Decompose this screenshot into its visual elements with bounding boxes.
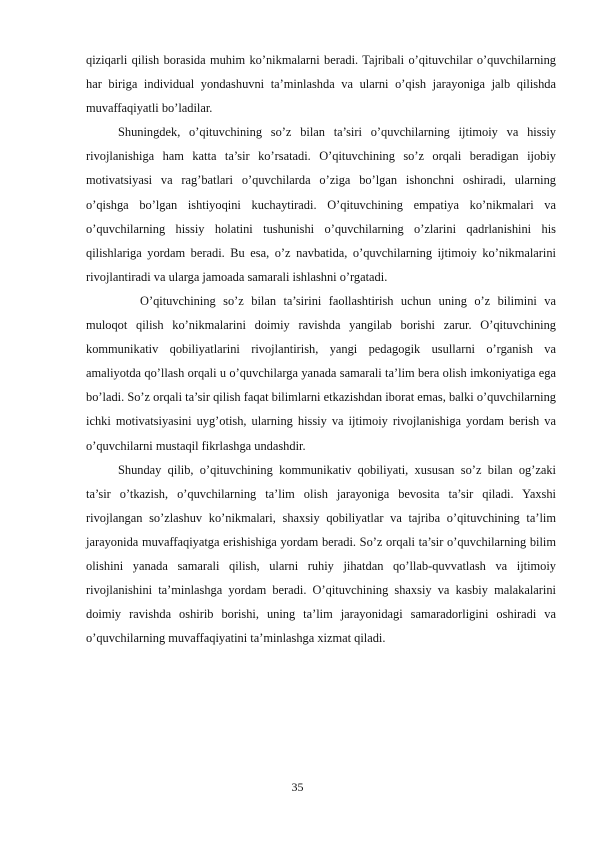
paragraph-social-emotional: Shuningdek, o’qituvchining so’z bilan ta’siri o’quvchilarning ijtimoiy va hissiy rivojlanishiga ham katta ta’sir ko’rsatadi. O’qituvchining so’z orqali beradigan ijobiy motivatsiyasi va rag’batlari o’quvchilarda o’ziga bo’lgan ishonchni oshiradi, ularning o’qishga bo’lgan ishtiyoqini kuchaytiradi. O’qituvchining empatiya ko’nikmalari va o’quvchilarning hissiy holatini tushunishi o’quvchilarning o’zlarini qadrlanishini his qilishlariga yordam beradi. Bu esa, o’z navbatida, o’quvchilarning ijtimoiy ko’nikmalarini rivojlantiradi va ularga jamoada samarali ishlashni o’rgatadi.	[86, 125, 556, 284]
paragraph-conclusion: Shunday qilib, o’qituvchining kommunikativ qobiliyati, xususan so’z bilan og’zaki ta’sir o’tkazish, o’quvchilarning ta’lim olish jarayoniga bevosita ta’sir qiladi. Yaxshi rivojlangan so’zlashuv ko’nikmalari, shaxsiy qobiliyatlar va tajriba o’qituvchining ta’lim jarayonida muvaffaqiyatga erishishiga yordam beradi. So’z orqali ta’sir o’quvchilarning bilim olishini yanada samarali qilish, ularni ruhiy jihatdan qo’llab-quvvatlash va ijtimoiy rivojlanishini ta’minlashga yordam beradi. O’qituvchining shaxsiy va kasbiy malakalarini doimiy ravishda oshirib borishi, uning ta’lim jarayonidagi samaradorligini oshiradi va o’quvchilarning muvaffaqiyatini ta’minlashga xizmat qiladi.	[86, 462, 556, 646]
page-number: 35	[291, 780, 304, 794]
paragraph-skills-development: O’qituvchining so’z bilan ta’sirini faollashtirish uchun uning o’z bilimini va muloqot qilish ko’nikmalarini doimiy ravishda yangilab borishi zarur. O’qituvchining kommunikativ qobiliyatlarini rivojlantirish, yangi pedagogik usullarni o’rganish va amaliyotda qo’llash orqali u o’quvchilarga yanada samarali ta’lim bera olish imkoniyatiga ega bo’ladi. So’z orqali ta’sir qilish faqat bilimlarni etkazishdan iborat emas, balki o’quvchilarning ichki motivatsiyasini uyg’otish, ularning hissiy va ijtimoiy rivojlanishiga yordam berish va o’quvchilarni mustaqil fikrlashga undashdir.	[86, 293, 556, 453]
paragraph-continued: qiziqarli qilish borasida muhim ko’nikmalarni beradi. Tajribali o’qituvchilar o’quvchilarning har biriga individual yondashuvni ta’minlashda va ularni o’qish jarayoniga jalb qilishda muvaffaqiyatli bo’ladilar.	[86, 53, 556, 116]
page-body	[86, 48, 556, 650]
